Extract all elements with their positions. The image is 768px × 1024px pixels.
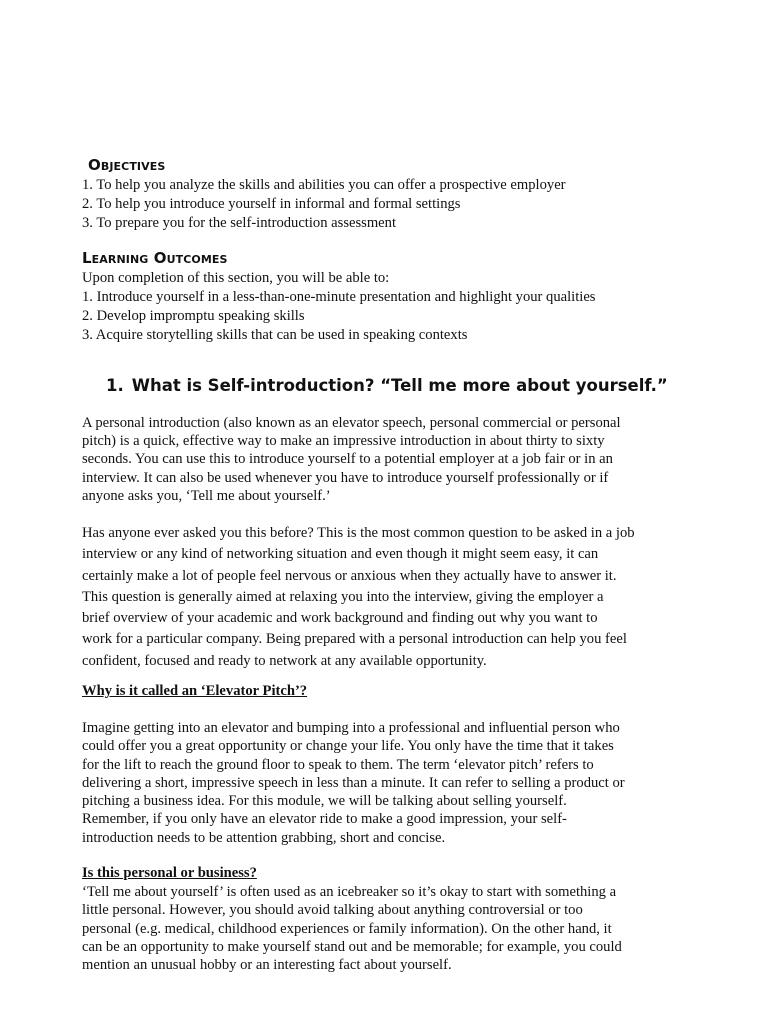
paragraph-line: Has anyone ever asked you this before? This is the most common question to be asked in a job [82, 525, 635, 541]
paragraph-common-question [82, 523, 635, 672]
section-title [106, 375, 668, 397]
paragraph-line: introduction needs to be attention grabbing, short and concise. [82, 829, 446, 846]
objective-item: 3. To prepare you for the self-introduction assessment [82, 215, 397, 231]
learning-outcome-item: 1. Introduce yourself in a less-than-one-minute presentation and highlight your qualities [82, 289, 596, 305]
objectives-list [82, 176, 566, 233]
paragraph-line: could offer you a great opportunity or change your life. You only have the time that it takes [82, 738, 614, 755]
paragraph-line: brief overview of your academic and work background and finding out why you want to [82, 610, 598, 627]
paragraph-line: for the lift to reach the ground floor to speak to them. The term ‘elevator pitch’ refers to [82, 756, 594, 773]
paragraph-elevator-pitch [82, 719, 625, 847]
paragraph-introduction [82, 414, 621, 505]
paragraph-line: confident, focused and ready to network at any available opportunity. [82, 652, 487, 669]
paragraph-line: work for a particular company. Being prepared with a personal introduction can help you feel [82, 631, 627, 648]
learning-outcome-item: 3. Acquire storytelling skills that can be used in speaking contexts [82, 327, 468, 343]
paragraph-line: Imagine getting into an elevator and bumping into a professional and influential person who [82, 720, 620, 736]
paragraph-line: mention an unusual hobby or an interesting fact about yourself. [82, 957, 452, 974]
paragraph-line: Remember, if you only have an elevator ride to make a good impression, your self- [82, 811, 567, 828]
learning-outcomes-heading: Learning Outcomes [82, 249, 228, 267]
section-title-text: What is Self-introduction? “Tell me more about yourself.” [131, 376, 668, 395]
paragraph-line: interview. It can also be used whenever you have to introduce yourself professionally or if [82, 469, 609, 486]
objective-item: 2. To help you introduce yourself in informal and formal settings [82, 196, 461, 212]
paragraph-line: pitch) is a quick, effective way to make an impressive introduction in about thirty to sixty [82, 433, 605, 450]
learning-outcomes-intro: Upon completion of this section, you will be able to: [82, 270, 390, 286]
subheading-elevator-pitch: Why is it called an ‘Elevator Pitch’? [82, 683, 308, 699]
paragraph-line: personal (e.g. medical, childhood experiences or family information). On the other hand, it [82, 920, 612, 937]
objective-item: 1. To help you analyze the skills and abilities you can offer a prospective employer [82, 177, 566, 193]
paragraph-line: A personal introduction (also known as an elevator speech, personal commercial or personal [82, 415, 621, 431]
section-number: 1. [106, 376, 124, 395]
objectives-heading: Objectives [88, 156, 166, 174]
paragraph-line: seconds. You can use this to introduce yourself to a potential employer at a job fair or in an [82, 451, 613, 468]
paragraph-line: little personal. However, you should avoid talking about anything controversial or too [82, 902, 583, 919]
paragraph-line: can be an opportunity to make yourself stand out and be memorable; for example, you could [82, 938, 622, 955]
paragraph-personal-or-business [82, 883, 622, 974]
learning-outcome-item: 2. Develop impromptu speaking skills [82, 308, 305, 324]
paragraph-line: delivering a short, impressive speech in less than a minute. It can refer to selling a product or [82, 774, 625, 791]
paragraph-line: certainly make a lot of people feel nervous or anxious when they actually have to answer it. [82, 567, 617, 584]
subheading-personal-or-business: Is this personal or business? [82, 865, 257, 881]
learning-outcomes-list [82, 269, 596, 345]
paragraph-line: pitching a business idea. For this module, we will be talking about selling yourself. [82, 793, 567, 810]
paragraph-line: ‘Tell me about yourself’ is often used as an icebreaker so it’s okay to start with something a [82, 884, 617, 900]
paragraph-line: interview or any kind of networking situation and even though it might seem easy, it can [82, 546, 599, 563]
paragraph-line: This question is generally aimed at relaxing you into the interview, giving the employer a [82, 588, 604, 605]
paragraph-line: anyone asks you, ‘Tell me about yourself.’ [82, 487, 331, 504]
